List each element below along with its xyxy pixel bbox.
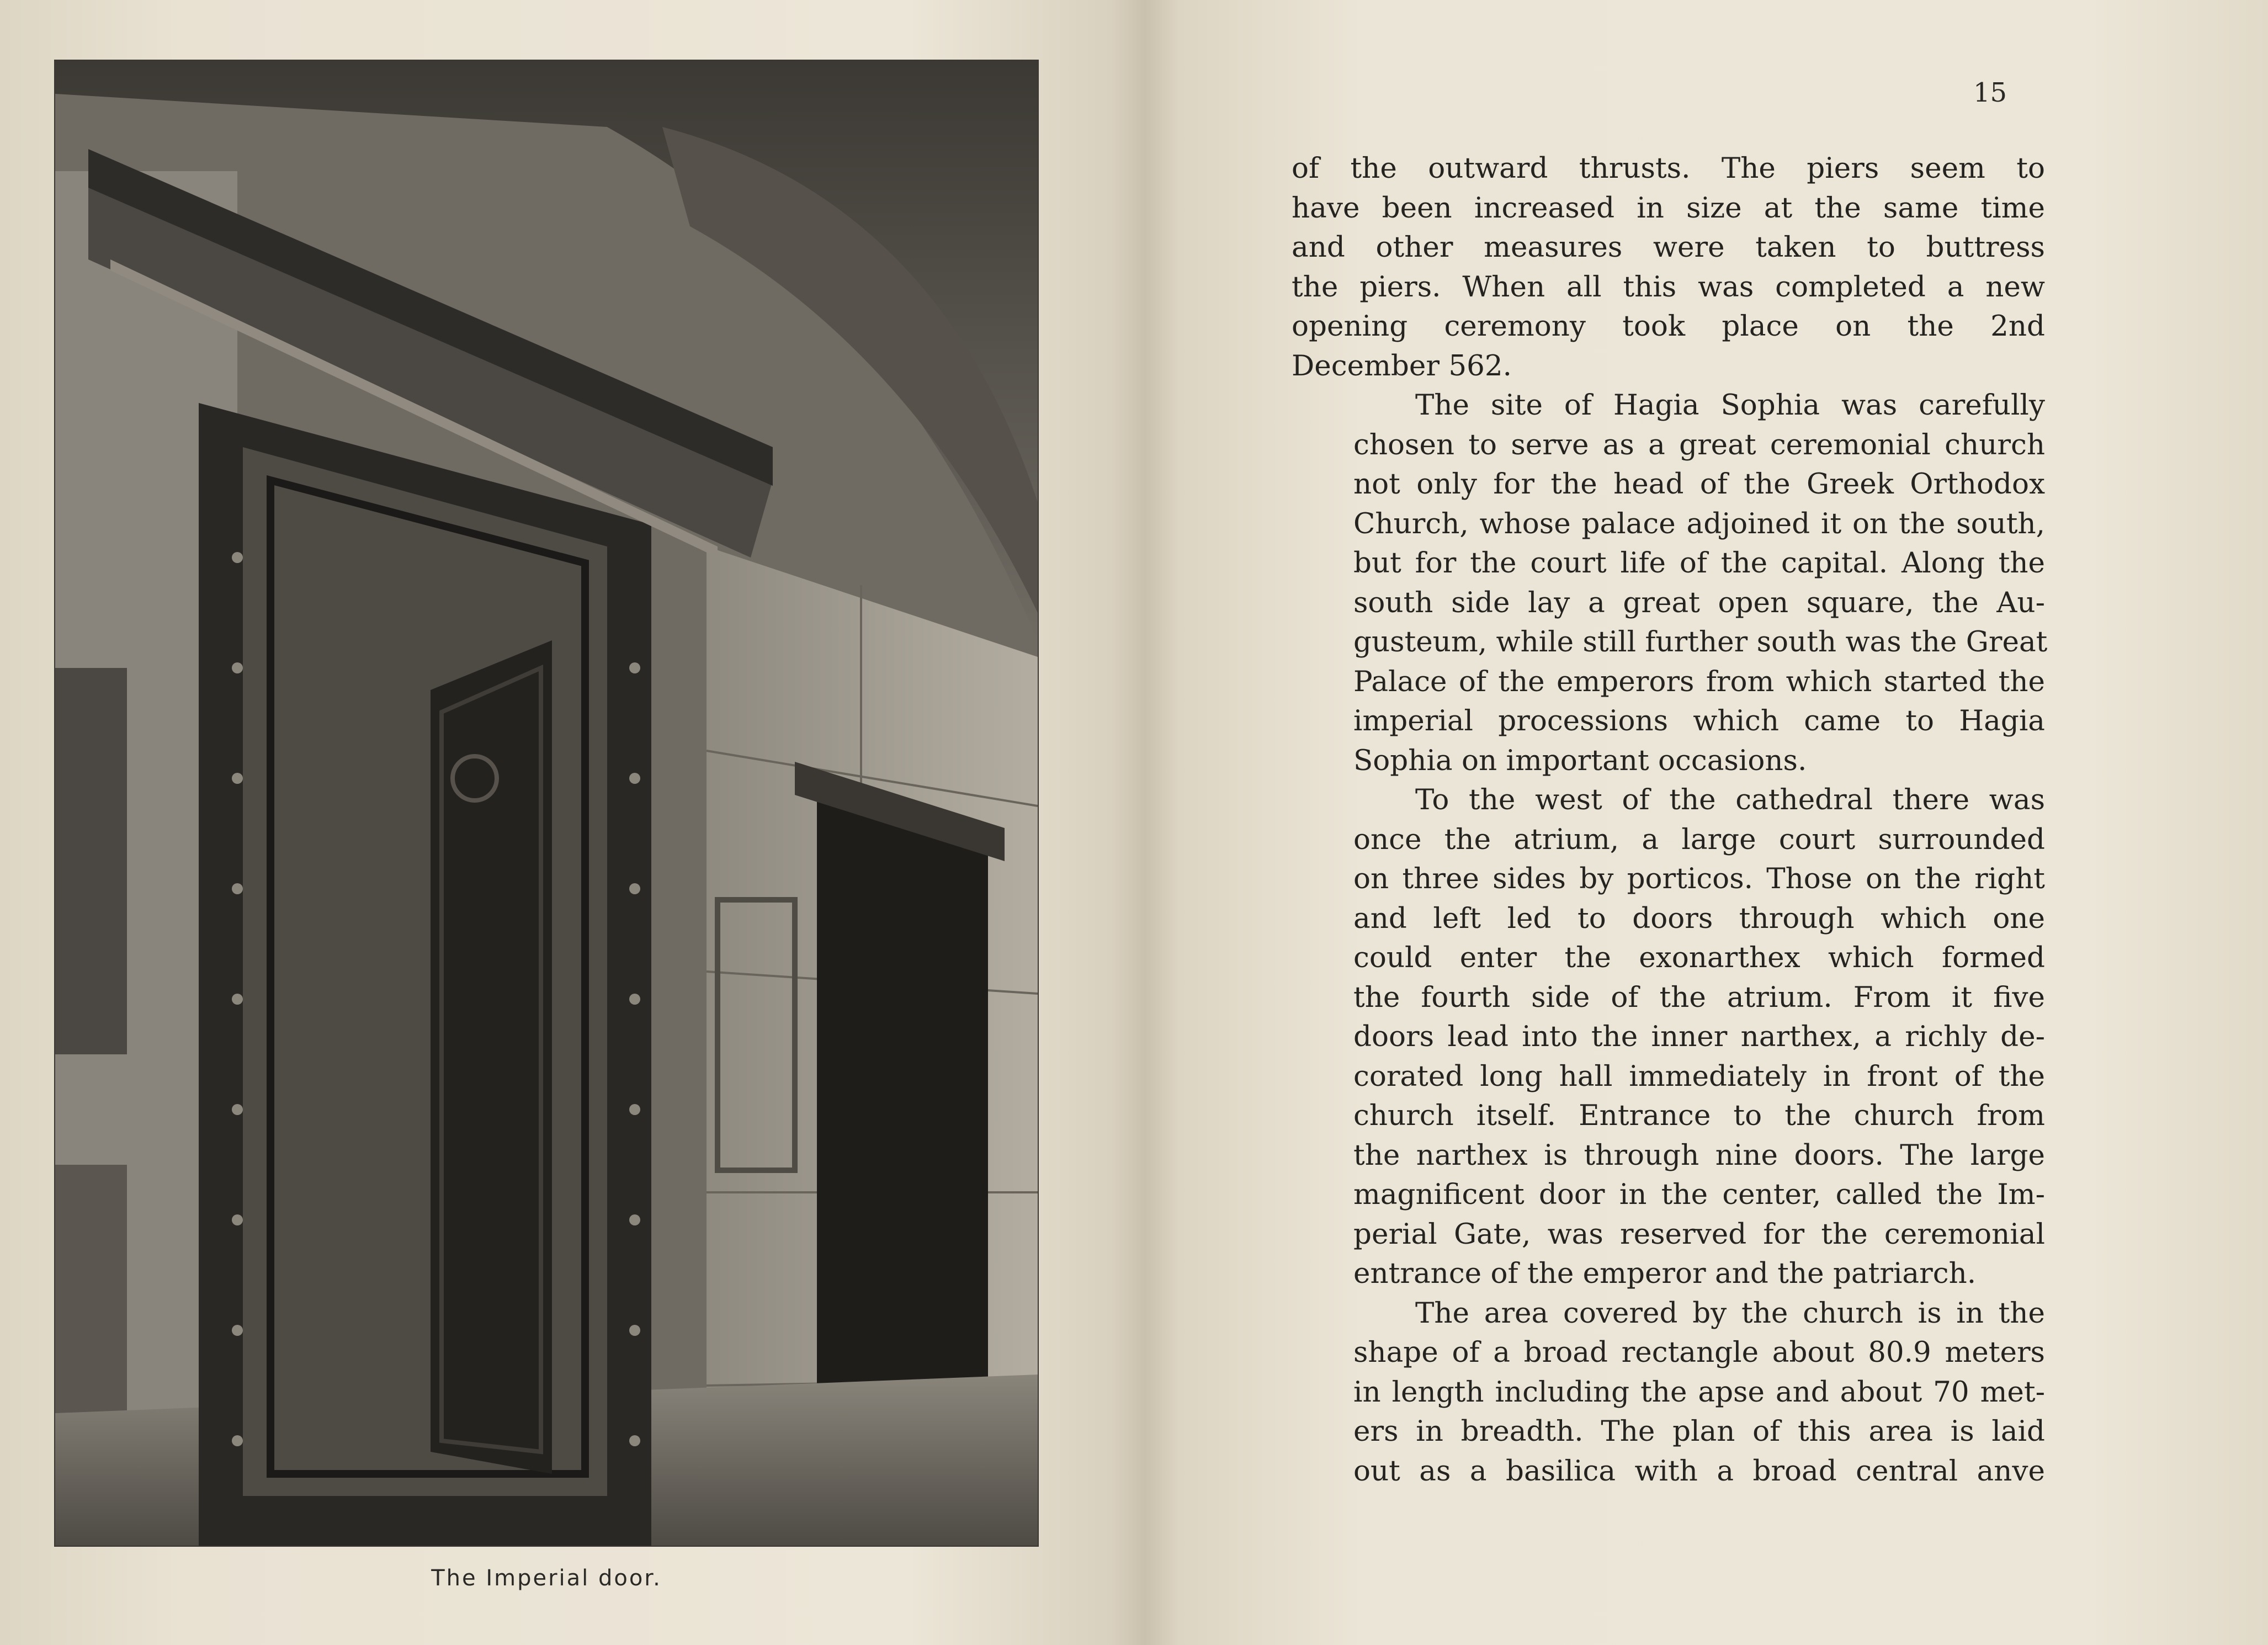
text-line: south side lay a great open square, the Au-	[1353, 586, 2045, 619]
text-line: but for the court life of the capital. Along the	[1353, 546, 2045, 580]
photograph-of-imperial-door	[55, 61, 1038, 1546]
text-line: chosen to serve as a great ceremonial church	[1353, 428, 2045, 461]
paragraph	[1292, 1294, 2045, 1492]
text-line: opening ceremony took place on the 2nd	[1292, 310, 2045, 343]
text-line: The site of Hagia Sophia was carefully	[1415, 389, 2045, 422]
text-line: in length including the apse and about 70 met-	[1353, 1375, 2045, 1409]
text-line: the fourth side of the atrium. From it five	[1353, 980, 2045, 1014]
text-line: the piers. When all this was completed a new	[1292, 270, 2045, 304]
text-line: ers in breadth. The plan of this area is laid	[1353, 1415, 2045, 1448]
body-text	[1292, 149, 2048, 1491]
text-line: on three sides by porticos. Those on the right	[1353, 862, 2045, 895]
text-line: Palace of the emperors from which started the	[1353, 665, 2045, 698]
paragraph	[1292, 386, 2048, 781]
text-line: have been increased in size at the same time	[1292, 191, 2045, 225]
text-line: magnificent door in the center, called the Im-	[1353, 1178, 2045, 1211]
text-line: of the outward thrusts. The piers seem to	[1292, 152, 2045, 185]
text-line: December 562.	[1292, 349, 1512, 383]
text-line: the narthex is through nine doors. The large	[1353, 1138, 2045, 1172]
text-line: once the atrium, a large court surrounded	[1353, 822, 2045, 856]
page-number: 15	[1973, 77, 2007, 108]
text-line: out as a basilica with a broad central anve	[1353, 1454, 2045, 1488]
text-line: gusteum, while still further south was the Great	[1353, 625, 2048, 659]
text-line: could enter the exonarthex which formed	[1353, 941, 2045, 974]
text-line: not only for the head of the Greek Orthodox	[1353, 468, 2045, 501]
text-line: church itself. Entrance to the church from	[1353, 1099, 2045, 1132]
text-line: Church, whose palace adjoined it on the south,	[1353, 507, 2045, 540]
left-page	[0, 0, 1132, 1645]
text-line: doors lead into the inner narthex, a richly de-	[1353, 1020, 2045, 1053]
photograph-illustration	[55, 61, 1038, 1546]
text-line: shape of a broad rectangle about 80.9 meters	[1353, 1336, 2045, 1369]
photo-caption: The Imperial door.	[431, 1566, 662, 1591]
text-line: entrance of the emperor and the patriarch.	[1353, 1257, 1977, 1290]
text-line: and other measures were taken to buttress	[1292, 231, 2045, 264]
text-line: imperial processions which came to Hagia	[1353, 704, 2045, 737]
text-line: Sophia on important occasions.	[1353, 744, 1807, 777]
text-line: The area covered by the church is in the	[1415, 1296, 2045, 1330]
text-line: perial Gate, was reserved for the ceremonial	[1353, 1217, 2045, 1251]
text-line: To the west of the cathedral there was	[1415, 783, 2045, 816]
paragraph	[1292, 149, 2045, 386]
paragraph	[1292, 781, 2045, 1294]
text-line: and left led to doors through which one	[1353, 901, 2045, 935]
text-line: corated long hall immediately in front of the	[1353, 1059, 2045, 1093]
